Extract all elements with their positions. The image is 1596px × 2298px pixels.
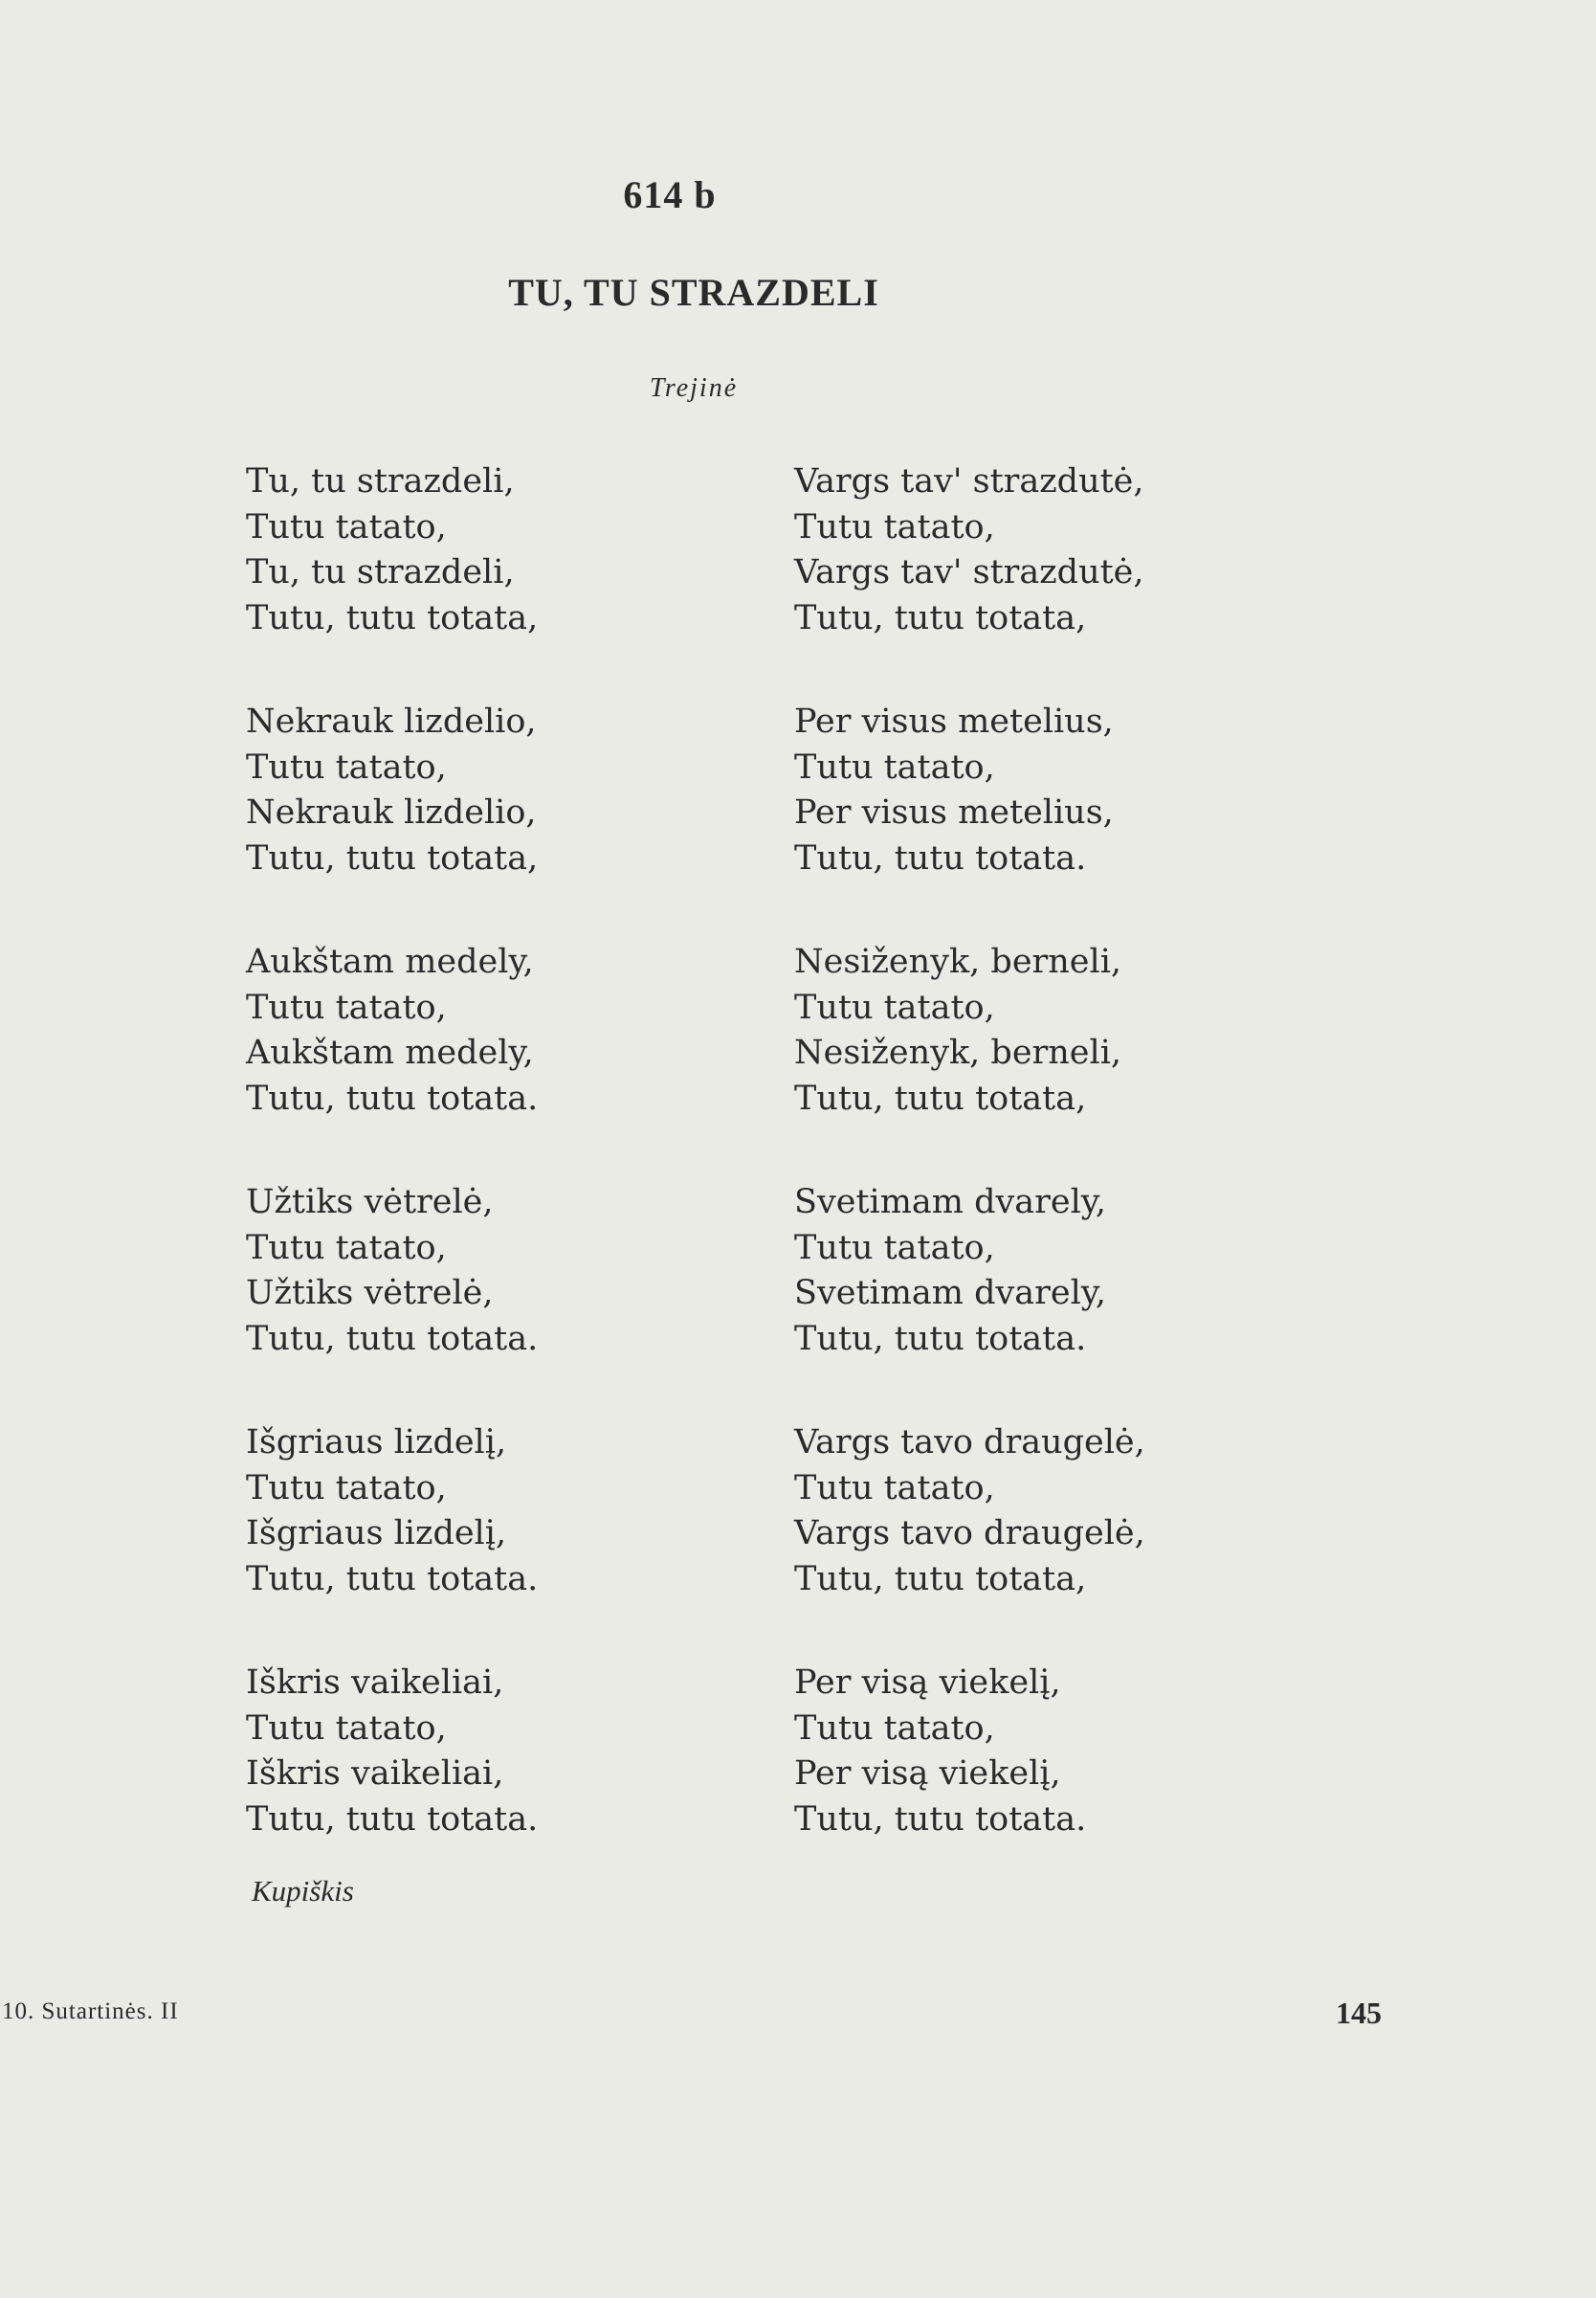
left-verse-column [246, 459, 743, 1901]
song-number: 614 b [623, 173, 717, 216]
verse-line: Tutu tatato, [794, 507, 995, 547]
verse-line: Vargs tavo draugelė, [794, 1423, 1145, 1461]
signature-mark: 10. Sutartinės. II [2, 1998, 179, 2024]
verse-line: Tutu tatato, [246, 1228, 447, 1267]
verse-line: Iškris vaikeliai, [246, 1754, 504, 1793]
verse-line: Užtiks vėtrelė, [246, 1274, 494, 1312]
page-number: 145 [1336, 1996, 1382, 2030]
verse-line: Tutu tatato, [794, 1228, 995, 1267]
verse-line: Iškris vaikeliai, [246, 1663, 504, 1702]
stanza [246, 1661, 743, 1842]
location-note: Kupiškis [252, 1874, 354, 1908]
verse-line: Užtiks vėtrelė, [246, 1183, 494, 1221]
verse-line: Tutu, tutu totata. [794, 1319, 1087, 1358]
verse-line: Nekrauk lizdelio, [246, 703, 537, 741]
verse-line: Tutu tatato, [794, 1708, 995, 1748]
verse-line: Išgriaus lizdelį, [246, 1514, 507, 1552]
verse-line: Nesiženyk, berneli, [794, 1034, 1122, 1072]
verse-line: Tutu, tutu totata, [794, 1559, 1087, 1598]
verse-line: Tu, tu strazdeli, [246, 462, 515, 501]
verse-line: Tutu tatato, [246, 1708, 447, 1748]
verse-line: Tutu tatato, [794, 1468, 995, 1507]
verse-line: Tutu, tutu totata, [794, 1079, 1087, 1118]
verse-line: Per visus metelius, [794, 703, 1114, 741]
verse-line: Aukštam medely, [246, 943, 534, 981]
stanza [246, 1180, 743, 1362]
stanza [794, 459, 1330, 641]
verse-line: Tutu, tutu totata. [246, 1079, 539, 1118]
verse-line: Tutu, tutu totata, [246, 838, 539, 878]
verse-line: Tutu, tutu totata. [794, 838, 1087, 878]
song-subtitle: Trejinė [649, 373, 739, 403]
verse-line: Vargs tav' strazdutė, [794, 462, 1144, 501]
verse-line: Tutu, tutu totata. [794, 1799, 1087, 1839]
verse-line: Svetimam dvarely, [794, 1183, 1107, 1221]
verse-line: Tutu, tutu totata. [246, 1799, 539, 1839]
verse-line: Svetimam dvarely, [794, 1274, 1107, 1312]
verse-line: Tutu, tutu totata, [794, 598, 1087, 637]
verse-line: Per visą viekelį, [794, 1754, 1061, 1793]
stanza [246, 940, 743, 1122]
verse-line: Tutu tatato, [794, 988, 995, 1027]
stanza [794, 700, 1330, 881]
verse-line: Per visus metelius, [794, 793, 1114, 832]
verse-line: Nekrauk lizdelio, [246, 793, 537, 832]
verse-line: Tu, tu strazdeli, [246, 553, 515, 591]
verse-line: Per visą viekelį, [794, 1663, 1061, 1702]
verse-line: Nesiženyk, berneli, [794, 943, 1122, 981]
stanza [794, 1420, 1330, 1602]
verse-line: Tutu tatato, [794, 747, 995, 787]
verse-line: Tutu, tutu totata. [246, 1319, 539, 1358]
stanza [794, 940, 1330, 1122]
verse-line: Aukštam medely, [246, 1034, 534, 1072]
stanza [794, 1180, 1330, 1362]
verse-line: Tutu, tutu totata. [246, 1559, 539, 1598]
verse-line: Tutu tatato, [246, 1468, 447, 1507]
stanza [794, 1661, 1330, 1842]
verse-line: Išgriaus lizdelį, [246, 1423, 507, 1461]
verse-line: Tutu, tutu totata, [246, 598, 539, 637]
stanza [246, 459, 743, 641]
verse-line: Tutu tatato, [246, 507, 447, 547]
stanza [246, 1420, 743, 1602]
right-verse-column [794, 459, 1330, 1901]
verse-line: Tutu tatato, [246, 747, 447, 787]
verse-line: Tutu tatato, [246, 988, 447, 1027]
song-title: TU, TU STRAZDELI [508, 271, 879, 314]
stanza [246, 700, 743, 881]
verse-line: Vargs tav' strazdutė, [794, 553, 1144, 591]
verse-line: Vargs tavo draugelė, [794, 1514, 1145, 1552]
